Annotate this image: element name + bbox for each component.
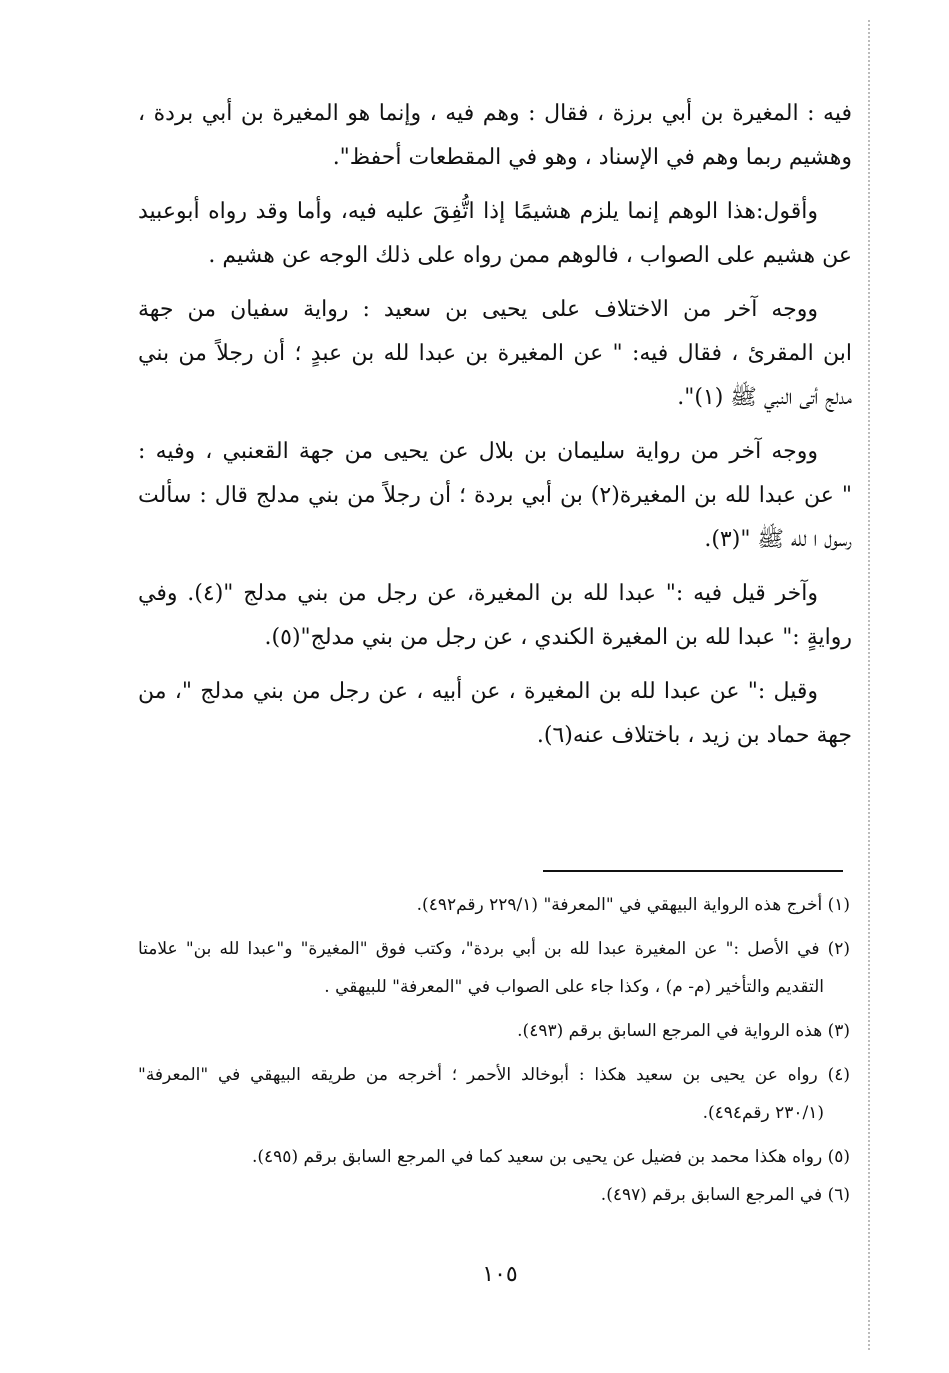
- footnote-line: (٤) رواه عن يحيى بن سعيد هكذا : أبوخالد الأحمر ؛ أخرجه من طريقه البيهقي في "المعرفة": [138, 1065, 850, 1085]
- main-text: [138, 92, 852, 758]
- text-line: ووجه آخر من الاختلاف على يحيى بن سعيد : رواية سفيان من جهة: [138, 297, 818, 322]
- text-line: جهة حماد بن زيد ، باختلاف عنه(٦).: [536, 723, 852, 748]
- margin-dotted-rule: [868, 20, 870, 1350]
- footnote-line: (٥) رواه هكذا محمد بن فضيل عن يحيى بن سعيد كما في المرجع السابق برقم (٤٩٥).: [251, 1147, 850, 1167]
- text-line: روايةٍ :" عبدا لله بن المغيرة الكندي ، عن رجل من بني مدلج"(٥).: [264, 625, 852, 650]
- text-line: ابن المقرئ ، فقال فيه: " عن المغيرة بن عبدا لله بن عبدٍ ؛ أن رجلاً من بني: [138, 341, 852, 366]
- text-line: فيه : المغيرة بن أبي برزة ، فقال : وهم فيه ، وإنما هو المغيرة بن أبي بردة ،: [138, 101, 852, 126]
- page-number: ١٠٥: [482, 1262, 518, 1287]
- text-line: وقيل :" عن عبدا لله بن المغيرة ، عن أبيه ، عن رجل من بني مدلج "، من: [138, 679, 818, 704]
- footnote-line: (٢٣٠/١ رقم٤٩٤).: [702, 1103, 824, 1123]
- text-line: رسول ا لله ﷺ "(٣).: [704, 527, 852, 552]
- footnote-line: التقديم والتأخير (م- م) ، وكذا جاء على الصواب في "المعرفة" للبيهقي .: [324, 977, 824, 997]
- text-line: مدلج أتى النبي ﷺ (١)".: [677, 385, 852, 410]
- footnotes: [138, 886, 850, 1214]
- text-line: عن هشيم على الصواب ، فالوهم ممن رواه على ذلك الوجه عن هشيم .: [208, 243, 852, 268]
- footnote-separator: [543, 870, 843, 872]
- text-line: وأقول:هذا الوهم إنما يلزم هشيمًا إذا اتُّفِقَ عليه فيه، وأما وقد رواه أبوعبيد: [138, 199, 818, 224]
- text-line: " عن عبدا لله بن المغيرة(٢) بن أبي بردة ؛ أن رجلاً من بني مدلج قال : سألت: [138, 483, 852, 508]
- text-line: ووجه آخر من رواية سليمان بن بلال عن يحيى من جهة القعنبي ، وفيه :: [138, 439, 818, 464]
- footnote-line: (٦) في المرجع السابق برقم (٤٩٧).: [600, 1185, 850, 1205]
- text-line: وهشيم ربما وهم في الإسناد ، وهو في المقطعات أحفظ".: [332, 145, 852, 170]
- footnote-line: (٢) في الأصل :" عن المغيرة عبدا لله بن أبي بردة"، وكتب فوق "المغيرة" و"عبدا لله بن" علامتا: [138, 939, 850, 959]
- text-line: وآخر قيل فيه :" عبدا لله بن المغيرة، عن رجل من بني مدلج "(٤). وفي: [138, 581, 819, 606]
- footnote-line: (٣) هذه الرواية في المرجع السابق برقم (٤٩٣).: [517, 1021, 850, 1041]
- footnote-line: (١) أخرج هذه الرواية البيهقي في "المعرفة" (٢٢٩/١ رقم٤٩٢).: [416, 895, 850, 915]
